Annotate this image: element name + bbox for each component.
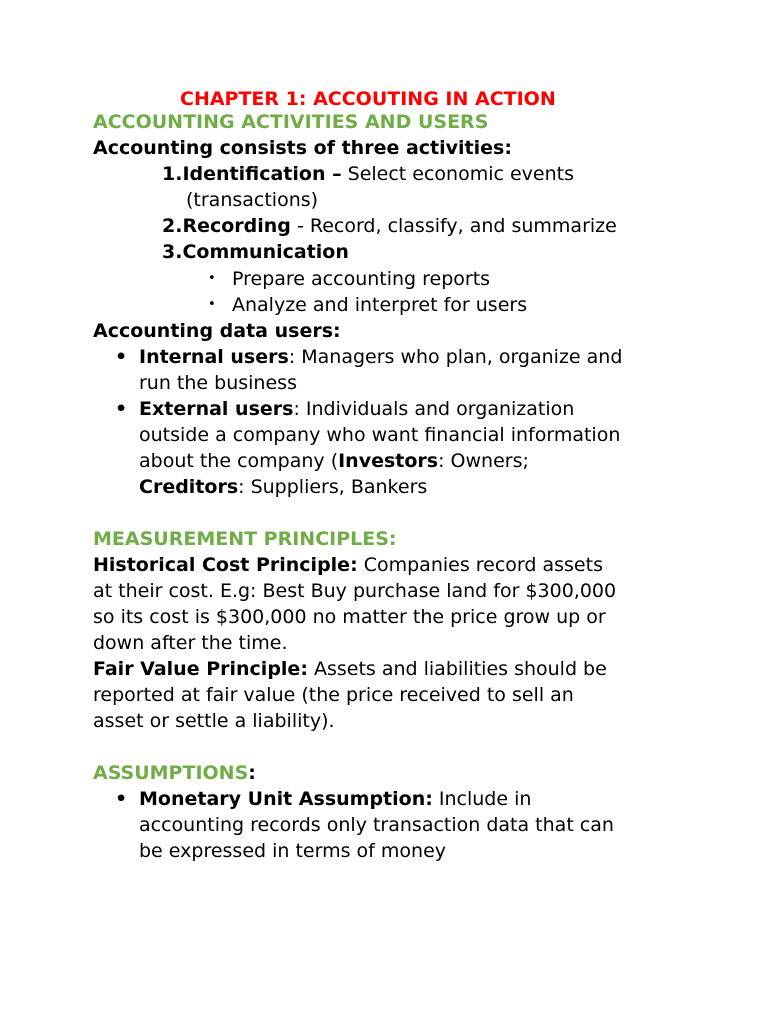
historical-cost-text: Companies record assets bbox=[357, 554, 603, 576]
internal-users-line1 bbox=[139, 344, 622, 370]
item-term: Communication bbox=[182, 241, 349, 263]
activity-item-identification-cont: (transactions) bbox=[186, 189, 319, 211]
external-users-line2: outside a company who want financial information bbox=[139, 424, 621, 446]
fair-value-term: Fair Value Principle: bbox=[93, 658, 308, 680]
external-users-line4 bbox=[139, 474, 427, 500]
bullet-icon: • bbox=[208, 297, 216, 312]
section-heading-activities: ACCOUNTING ACTIVITIES AND USERS bbox=[93, 111, 489, 133]
item-number: 2. bbox=[162, 215, 183, 237]
activity-item-identification bbox=[162, 161, 574, 187]
historical-cost-line2: at their cost. E.g: Best Buy purchase land for $300,000 bbox=[93, 580, 617, 602]
activities-intro: Accounting consists of three activities: bbox=[93, 137, 512, 159]
item-desc: - Record, classify, and summarize bbox=[290, 215, 617, 237]
external-users-line3 bbox=[139, 448, 529, 474]
item-number: 1. bbox=[162, 163, 183, 185]
bullet-icon: • bbox=[115, 788, 128, 810]
bullet-icon: • bbox=[115, 398, 128, 420]
historical-cost-term: Historical Cost Principle: bbox=[93, 554, 358, 576]
fair-value-line3: asset or settle a liability). bbox=[93, 710, 335, 732]
monetary-unit-text: Include in bbox=[432, 788, 532, 810]
external-users-text: : Individuals and organization bbox=[293, 398, 575, 420]
activity-item-communication bbox=[162, 239, 349, 265]
historical-cost-line4: down after the time. bbox=[93, 632, 288, 654]
investors-term: Investors bbox=[338, 450, 439, 472]
monetary-unit-line1 bbox=[139, 786, 531, 812]
activity-item-recording bbox=[162, 213, 617, 239]
item-desc: Select economic events bbox=[341, 163, 575, 185]
item-term: Recording bbox=[182, 215, 291, 237]
external-users-term: External users bbox=[139, 398, 294, 420]
assumptions-heading-text: ASSUMPTIONS bbox=[93, 762, 249, 784]
users-heading: Accounting data users: bbox=[93, 320, 341, 342]
internal-users-line2: run the business bbox=[139, 372, 297, 394]
monetary-unit-line3: be expressed in terms of money bbox=[139, 840, 447, 862]
fair-value-line1 bbox=[93, 656, 607, 682]
creditors-desc: : Suppliers, Bankers bbox=[238, 476, 428, 498]
fair-value-line2: reported at fair value (the price received to sell an bbox=[93, 684, 574, 706]
creditors-term: Creditors bbox=[139, 476, 239, 498]
sub-bullet-analyze: Analyze and interpret for users bbox=[232, 294, 528, 316]
investors-desc: : Owners; bbox=[438, 450, 529, 472]
item-number: 3. bbox=[162, 241, 183, 263]
internal-users-text: : Managers who plan, organize and bbox=[288, 346, 623, 368]
chapter-title: CHAPTER 1: ACCOUTING IN ACTION bbox=[180, 88, 556, 110]
historical-cost-line3: so its cost is $300,000 no matter the price grow up or bbox=[93, 606, 606, 628]
historical-cost-line1 bbox=[93, 552, 603, 578]
internal-users-term: Internal users bbox=[139, 346, 289, 368]
external-users-text: about the company ( bbox=[139, 450, 339, 472]
section-heading-measurement: MEASUREMENT PRINCIPLES: bbox=[93, 528, 397, 550]
monetary-unit-term: Monetary Unit Assumption: bbox=[139, 788, 433, 810]
bullet-icon: • bbox=[115, 346, 128, 368]
sub-bullet-reports: Prepare accounting reports bbox=[232, 268, 491, 290]
bullet-icon: • bbox=[208, 271, 216, 286]
assumptions-colon: : bbox=[248, 762, 256, 784]
item-term: Identification – bbox=[182, 163, 342, 185]
monetary-unit-line2: accounting records only transaction data that can bbox=[139, 814, 614, 836]
section-heading-assumptions bbox=[93, 760, 256, 786]
fair-value-text: Assets and liabilities should be bbox=[307, 658, 607, 680]
external-users-line1 bbox=[139, 396, 574, 422]
